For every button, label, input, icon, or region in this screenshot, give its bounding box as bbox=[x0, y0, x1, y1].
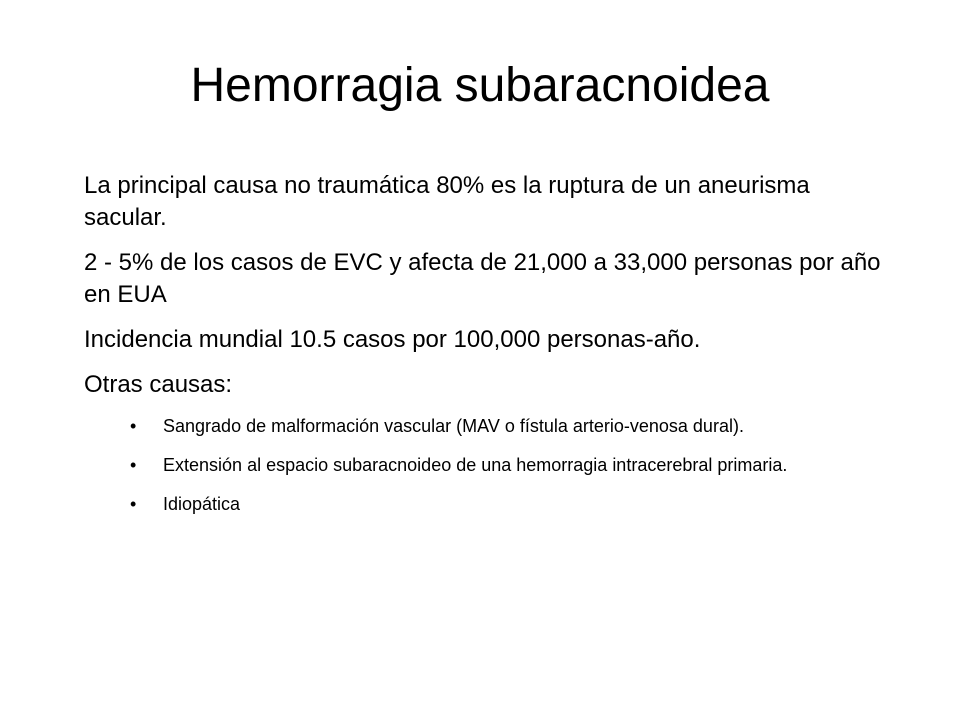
list-item-text: Extensión al espacio subaracnoideo de una hemorragia intracerebral primaria. bbox=[158, 455, 788, 475]
list-item-text: Idiopática bbox=[158, 494, 241, 514]
list-item bbox=[84, 414, 884, 438]
list-item-text: Sangrado de malformación vascular (MAV o fístula arterio-venosa dural). bbox=[158, 416, 744, 436]
paragraph-other-causes: Otras causas: bbox=[84, 371, 233, 398]
slide-title: Hemorragia subaracnoidea bbox=[190, 59, 770, 112]
paragraph-statistics: 2 - 5% de los casos de EVC y afecta de 21,000 a 33,000 personas por año en EUA bbox=[84, 249, 881, 308]
bullet-icon: • bbox=[130, 416, 137, 436]
list-item bbox=[84, 453, 884, 477]
other-causes-list bbox=[84, 414, 884, 516]
list-item bbox=[84, 492, 884, 516]
paragraph-main-cause: La principal causa no traumática 80% es la ruptura de un aneurisma sacular. bbox=[84, 172, 810, 231]
bullet-icon: • bbox=[130, 455, 137, 475]
bullet-icon: • bbox=[130, 494, 137, 514]
paragraph-incidence: Incidencia mundial 10.5 casos por 100,000 personas-año. bbox=[84, 326, 701, 353]
slide-body bbox=[84, 170, 884, 531]
